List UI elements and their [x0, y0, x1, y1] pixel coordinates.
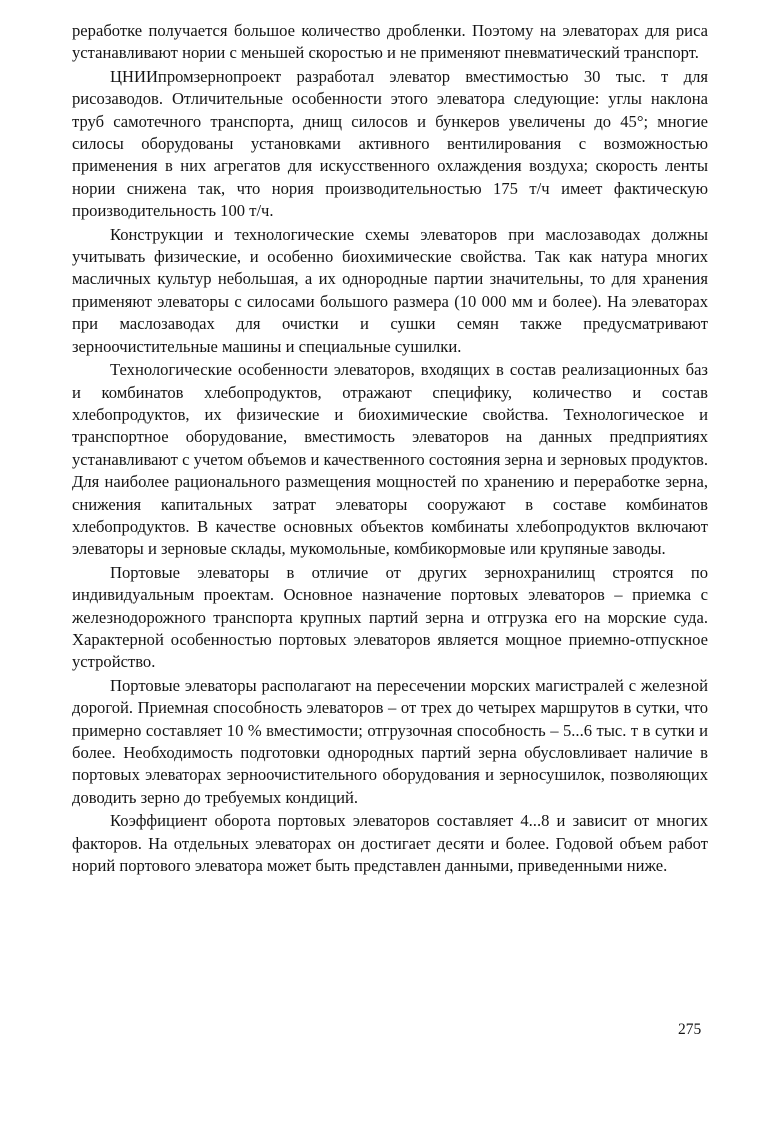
page-body — [72, 20, 708, 878]
paragraph-turnover-coefficient: Коэффициент оборота портовых элеваторов составляет 4...8 и зависит от многих факторов. На отдельных элеваторах он достигает десяти и более. Годовой объем работ норий портового элеватора может быть представлен данными, приведенными ниже. — [72, 811, 708, 876]
page-number: 275 — [678, 1021, 702, 1038]
paragraph-port-elevators-purpose: Портовые элеваторы в отличие от других зернохранилищ строятся по индивидуальным проектам. Основное назначение портовых элеваторов – приемка с железнодорожного транспорта крупных партий зерна и отгрузка его на морские суда. Характерной особенностью портовых элеваторов является мощное приемно-отпускное устройство. — [72, 562, 708, 672]
paragraph-port-elevators-capacity: Портовые элеваторы располагают на пересечении морских магистралей с железной дорогой. Приемная способность элеваторов – от трех до четырех маршрутов в сутки, что примерно составляет 10 % вместимости; отгрузочная способность – 5...6 тыс. т в сутки и более. Необходимость подготовки однородных партий зерна обусловливает наличие в портовых элеваторах зерноочистительного оборудования и зерносушилок, позволяющих доводить зерно до требуемых кондиций. — [72, 675, 708, 807]
paragraph-oil-plant-elevators: Конструкции и технологические схемы элеваторов при маслозаводах должны учитывать физические, и особенно биохимические свойства. Так как натура многих масличных культур небольшая, а их однородные партии значительны, то для хранения применяют элеваторы с силосами большого размера (10 000 мм и более). На элеваторах при маслозаводах для очистки и сушки семян также предусматривают зерноочистительные машины и специальные сушилки. — [72, 224, 708, 356]
paragraph-continuation: реработке получается большое количество дробленки. Поэтому на элеваторах для риса устанавливают нории с меньшей скоростью и не применяют пневматический транспорт. — [72, 21, 708, 63]
paragraph-bread-product-combines: Технологические особенности элеваторов, входящих в состав реализационных баз и комбинатов хлебопродуктов, отражают специфику, количество и состав хлебопродуктов, их физические и биохимические свойства. Технологическое и транспортное оборудование, вместимость элеваторов на данных предприятиях устанавливают с учетом объемов и качественного состояния зерна и зерновых продуктов. Для наиболее рационального размещения мощностей по хранению и переработке зерна, снижения капитальных затрат элеваторы сооружают в составе комбинатов хлебопродуктов. В качестве основных объектов комбинаты хлебопродуктов включают элеваторы и зерновые склады, мукомольные, комбикормовые или крупяные заводы. — [72, 360, 708, 559]
paragraph-rice-elevator: ЦНИИпромзернопроект разработал элеватор вместимостью 30 тыс. т для рисозаводов. Отличительные особенности этого элеватора следующие: углы наклона труб самотечного транспорта, днищ силосов и бункеров увеличены до 45°; многие силосы оборудованы установками активного вентилирования с возможностью применения в них агрегатов для искусственного охлаждения воздуха; скорость ленты нории снижена так, что нория производительностью 175 т/ч имеет фактическую производительность 100 т/ч. — [72, 66, 708, 221]
